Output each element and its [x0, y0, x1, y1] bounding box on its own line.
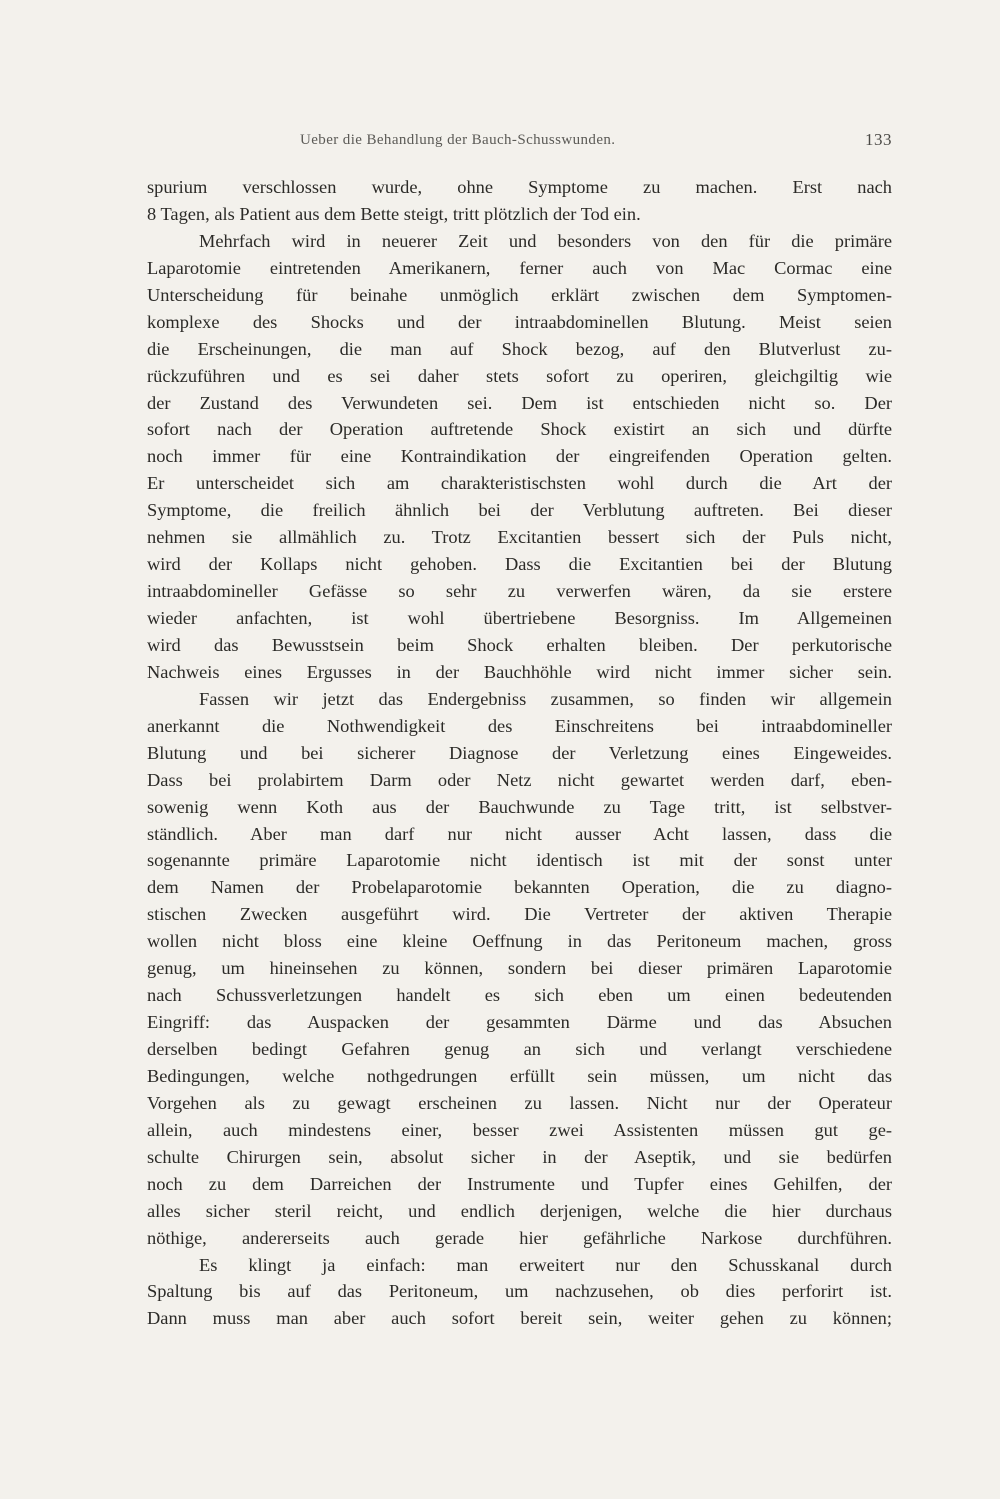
text-line: Es klingt ja einfach: man erweitert nur den Schusskanal durch	[199, 1254, 892, 1275]
text-line: schulte Chirurgen sein, absolut sicher in der Aseptik, und sie bedürfen	[147, 1146, 892, 1167]
text-line: sogenannte primäre Laparotomie nicht identisch ist mit der sonst unter	[147, 850, 892, 871]
text-line: anerkannt die Nothwendigkeit des Einschreitens bei intraabdomineller	[147, 715, 892, 736]
text-line: Nachweis eines Ergusses in der Bauchhöhle wird nicht immer sicher sein.	[147, 661, 892, 682]
running-title: Ueber die Behandlung der Bauch-Schusswunden.	[300, 132, 616, 148]
text-line: Fassen wir jetzt das Endergebniss zusammen, so finden wir allgemein	[199, 688, 892, 709]
text-line: Vorgehen als zu gewagt erscheinen zu lassen. Nicht nur der Operateur	[147, 1092, 892, 1113]
text-line: sowenig wenn Koth aus der Bauchwunde zu Tage tritt, ist selbstver-	[147, 796, 892, 817]
text-line: 8 Tagen, als Patient aus dem Bette steigt, tritt plötzlich der Tod ein.	[147, 203, 641, 224]
text-line: Symptome, die freilich ähnlich bei der Verblutung auftreten. Bei dieser	[147, 500, 892, 521]
text-line: intraabdomineller Gefässe so sehr zu verwerfen wären, da sie erstere	[147, 581, 892, 602]
text-line: der Zustand des Verwundeten sei. Dem ist entschieden nicht so. Der	[147, 392, 892, 413]
text-line: rückzuführen und es sei daher stets sofort zu operiren, gleichgiltig wie	[147, 365, 892, 386]
text-line: Blutung und bei sicherer Diagnose der Verletzung eines Eingeweides.	[147, 742, 892, 763]
text-line: komplexe des Shocks und der intraabdominellen Blutung. Meist seien	[147, 311, 892, 332]
text-line: wird das Bewusstsein beim Shock erhalten bleiben. Der perkutorische	[147, 634, 892, 655]
text-line: wird der Kollaps nicht gehoben. Dass die Excitantien bei der Blutung	[147, 554, 892, 575]
text-line: Dann muss man aber auch sofort bereit sein, weiter gehen zu können;	[147, 1308, 892, 1329]
text-line: allein, auch mindestens einer, besser zwei Assistenten müssen gut ge-	[147, 1119, 892, 1140]
text-line: Eingriff: das Auspacken der gesammten Därme und das Absuchen	[147, 1012, 892, 1033]
text-line: Dass bei prolabirtem Darm oder Netz nicht gewartet werden darf, eben-	[147, 769, 892, 790]
text-line: nöthige, andererseits auch gerade hier gefährliche Narkose durchführen.	[147, 1227, 892, 1248]
text-line: spurium verschlossen wurde, ohne Symptome zu machen. Erst nach	[147, 177, 892, 197]
body-text	[147, 174, 892, 1332]
text-line: noch immer für eine Kontraindikation der eingreifenden Operation gelten.	[147, 446, 892, 467]
text-line: dem Namen der Probelaparotomie bekannten Operation, die zu diagno-	[147, 877, 892, 898]
text-line: wieder anfachten, ist wohl übertriebene Besorgniss. Im Allgemeinen	[147, 608, 892, 628]
text-line: sofort nach der Operation auftretende Shock existirt an sich und dürfte	[147, 419, 892, 440]
text-line: noch zu dem Darreichen der Instrumente und Tupfer eines Gehilfen, der	[147, 1173, 892, 1194]
text-line: Mehrfach wird in neuerer Zeit und besonders von den für die primäre	[199, 230, 892, 251]
text-line: wollen nicht bloss eine kleine Oeffnung in das Peritoneum machen, gross	[147, 931, 892, 952]
text-line: nach Schussverletzungen handelt es sich eben um einen bedeutenden	[147, 985, 892, 1006]
text-line: Er unterscheidet sich am charakteristischsten wohl durch die Art der	[147, 473, 892, 494]
text-line: Laparotomie eintretenden Amerikanern, ferner auch von Mac Cormac eine	[147, 257, 892, 278]
text-line: alles sicher steril reicht, und endlich derjenigen, welche die hier durchaus	[147, 1200, 892, 1221]
page-header	[147, 128, 892, 158]
text-line: Unterscheidung für beinahe unmöglich erklärt zwischen dem Symptomen-	[147, 284, 892, 305]
page-number: 133	[865, 130, 892, 149]
text-line: stischen Zwecken ausgeführt wird. Die Vertreter der aktiven Therapie	[147, 904, 892, 925]
text-line: die Erscheinungen, die man auf Shock bezog, auf den Blutverlust zu-	[147, 338, 892, 359]
text-line: derselben bedingt Gefahren genug an sich und verlangt verschiedene	[147, 1039, 892, 1059]
text-line: Spaltung bis auf das Peritoneum, um nachzusehen, ob dies perforirt ist.	[147, 1281, 892, 1302]
text-line: Bedingungen, welche nothgedrungen erfüllt sein müssen, um nicht das	[147, 1065, 892, 1086]
text-line: nehmen sie allmählich zu. Trotz Excitantien bessert sich der Puls nicht,	[147, 527, 892, 548]
text-line: ständlich. Aber man darf nur nicht ausser Acht lassen, dass die	[147, 823, 892, 844]
text-line: genug, um hineinsehen zu können, sondern bei dieser primären Laparotomie	[147, 958, 892, 979]
